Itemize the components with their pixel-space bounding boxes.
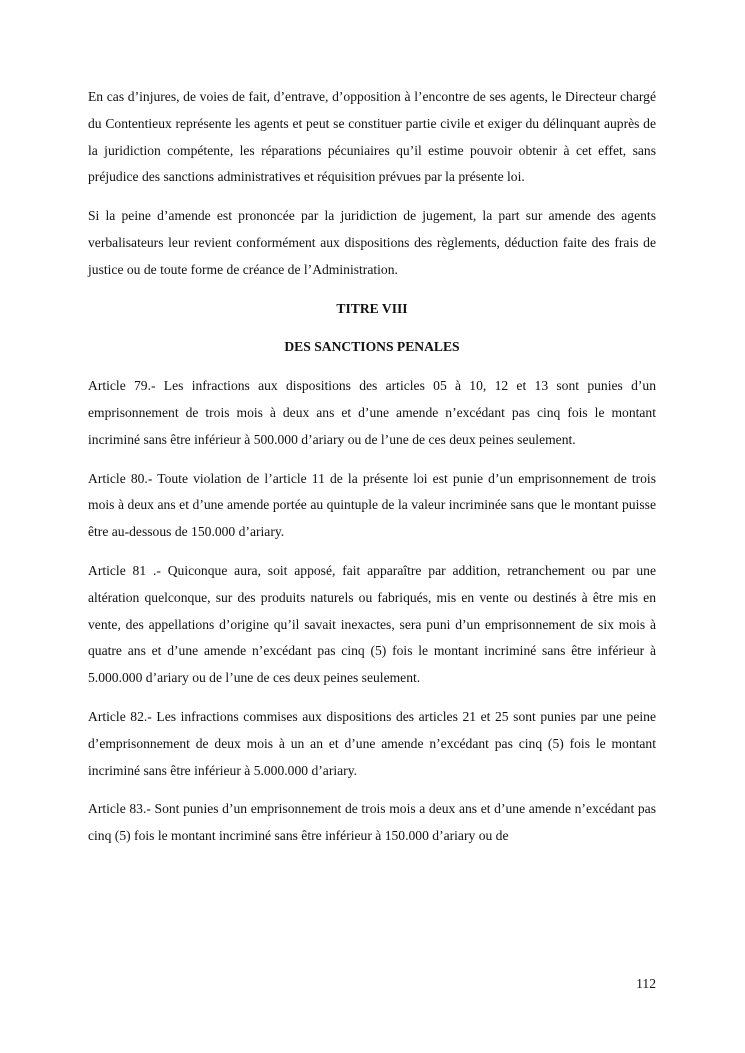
article-82: Article 82.- Les infractions commises aux dispositions des articles 21 et 25 sont punies par une peine d’emprisonnement de deux mois à un an et d’une amende n’excédant pas cinq (5) fois le montant incriminé sans être inférieur à 5.000.000 d’ariary. (88, 708, 656, 778)
paragraph-injures: En cas d’injures, de voies de fait, d’entrave, d’opposition à l’encontre de ses agents, le Directeur chargé du Contentieux représente les agents et peut se constituer partie civile et exiger du délinquant auprès de la juridiction compétente, les réparations pécuniaires qu’il estime pouvoir obtenir à cet effet, sans préjudice des sanctions administratives et réquisition prévues par la présente loi. (88, 89, 656, 185)
article-79: Article 79.- Les infractions aux dispositions des articles 05 à 10, 12 et 13 sont punies d’un emprisonnement de trois mois à deux ans et d’une amende n’excédant pas cinq fois le montant incriminé sans être inférieur à 500.000 d’ariary ou de l’une de ces deux peines seulement. (88, 378, 656, 447)
article-83: Article 83.- Sont punies d’un emprisonnement de trois mois a deux ans et d’une amende n’excédant pas cinq (5) fois le montant incriminé sans être inférieur à 150.000 d’ariary ou de (88, 801, 656, 844)
page-content (88, 84, 656, 862)
page-number: 112 (636, 976, 656, 991)
section-subtitle: DES SANCTIONS PENALES (284, 339, 460, 355)
titre-heading: TITRE VIII (336, 300, 408, 316)
article-80: Article 80.- Toute violation de l’article 11 de la présente loi est punie d’un emprisonnement de trois mois à deux ans et d’une amende portée au quintuple de la valeur incriminée sans que le montant puisse être au-dessous de 150.000 d’ariary. (88, 470, 656, 540)
paragraph-peine-amende: Si la peine d’amende est prononcée par la juridiction de jugement, la part sur amende des agents verbalisateurs leur revient conformément aux dispositions des règlements, déduction faite des frais de justice ou de toute forme de créance de l’Administration. (88, 208, 656, 277)
article-81: Article 81 .- Quiconque aura, soit apposé, fait apparaître par addition, retranchement ou par une altération quelconque, sur des produits naturels ou fabriqués, mis en vente ou destinés à être mis en vente, des appellations d’origine qu’il savait inexactes, sera puni d’un emprisonnement de six mois à quatre ans et d’une amende n’excédant pas cinq (5) fois le montant incriminé sans être inférieur à 5.000.000 d’ariary ou de l’une de ces deux peines seulement. (88, 562, 656, 686)
